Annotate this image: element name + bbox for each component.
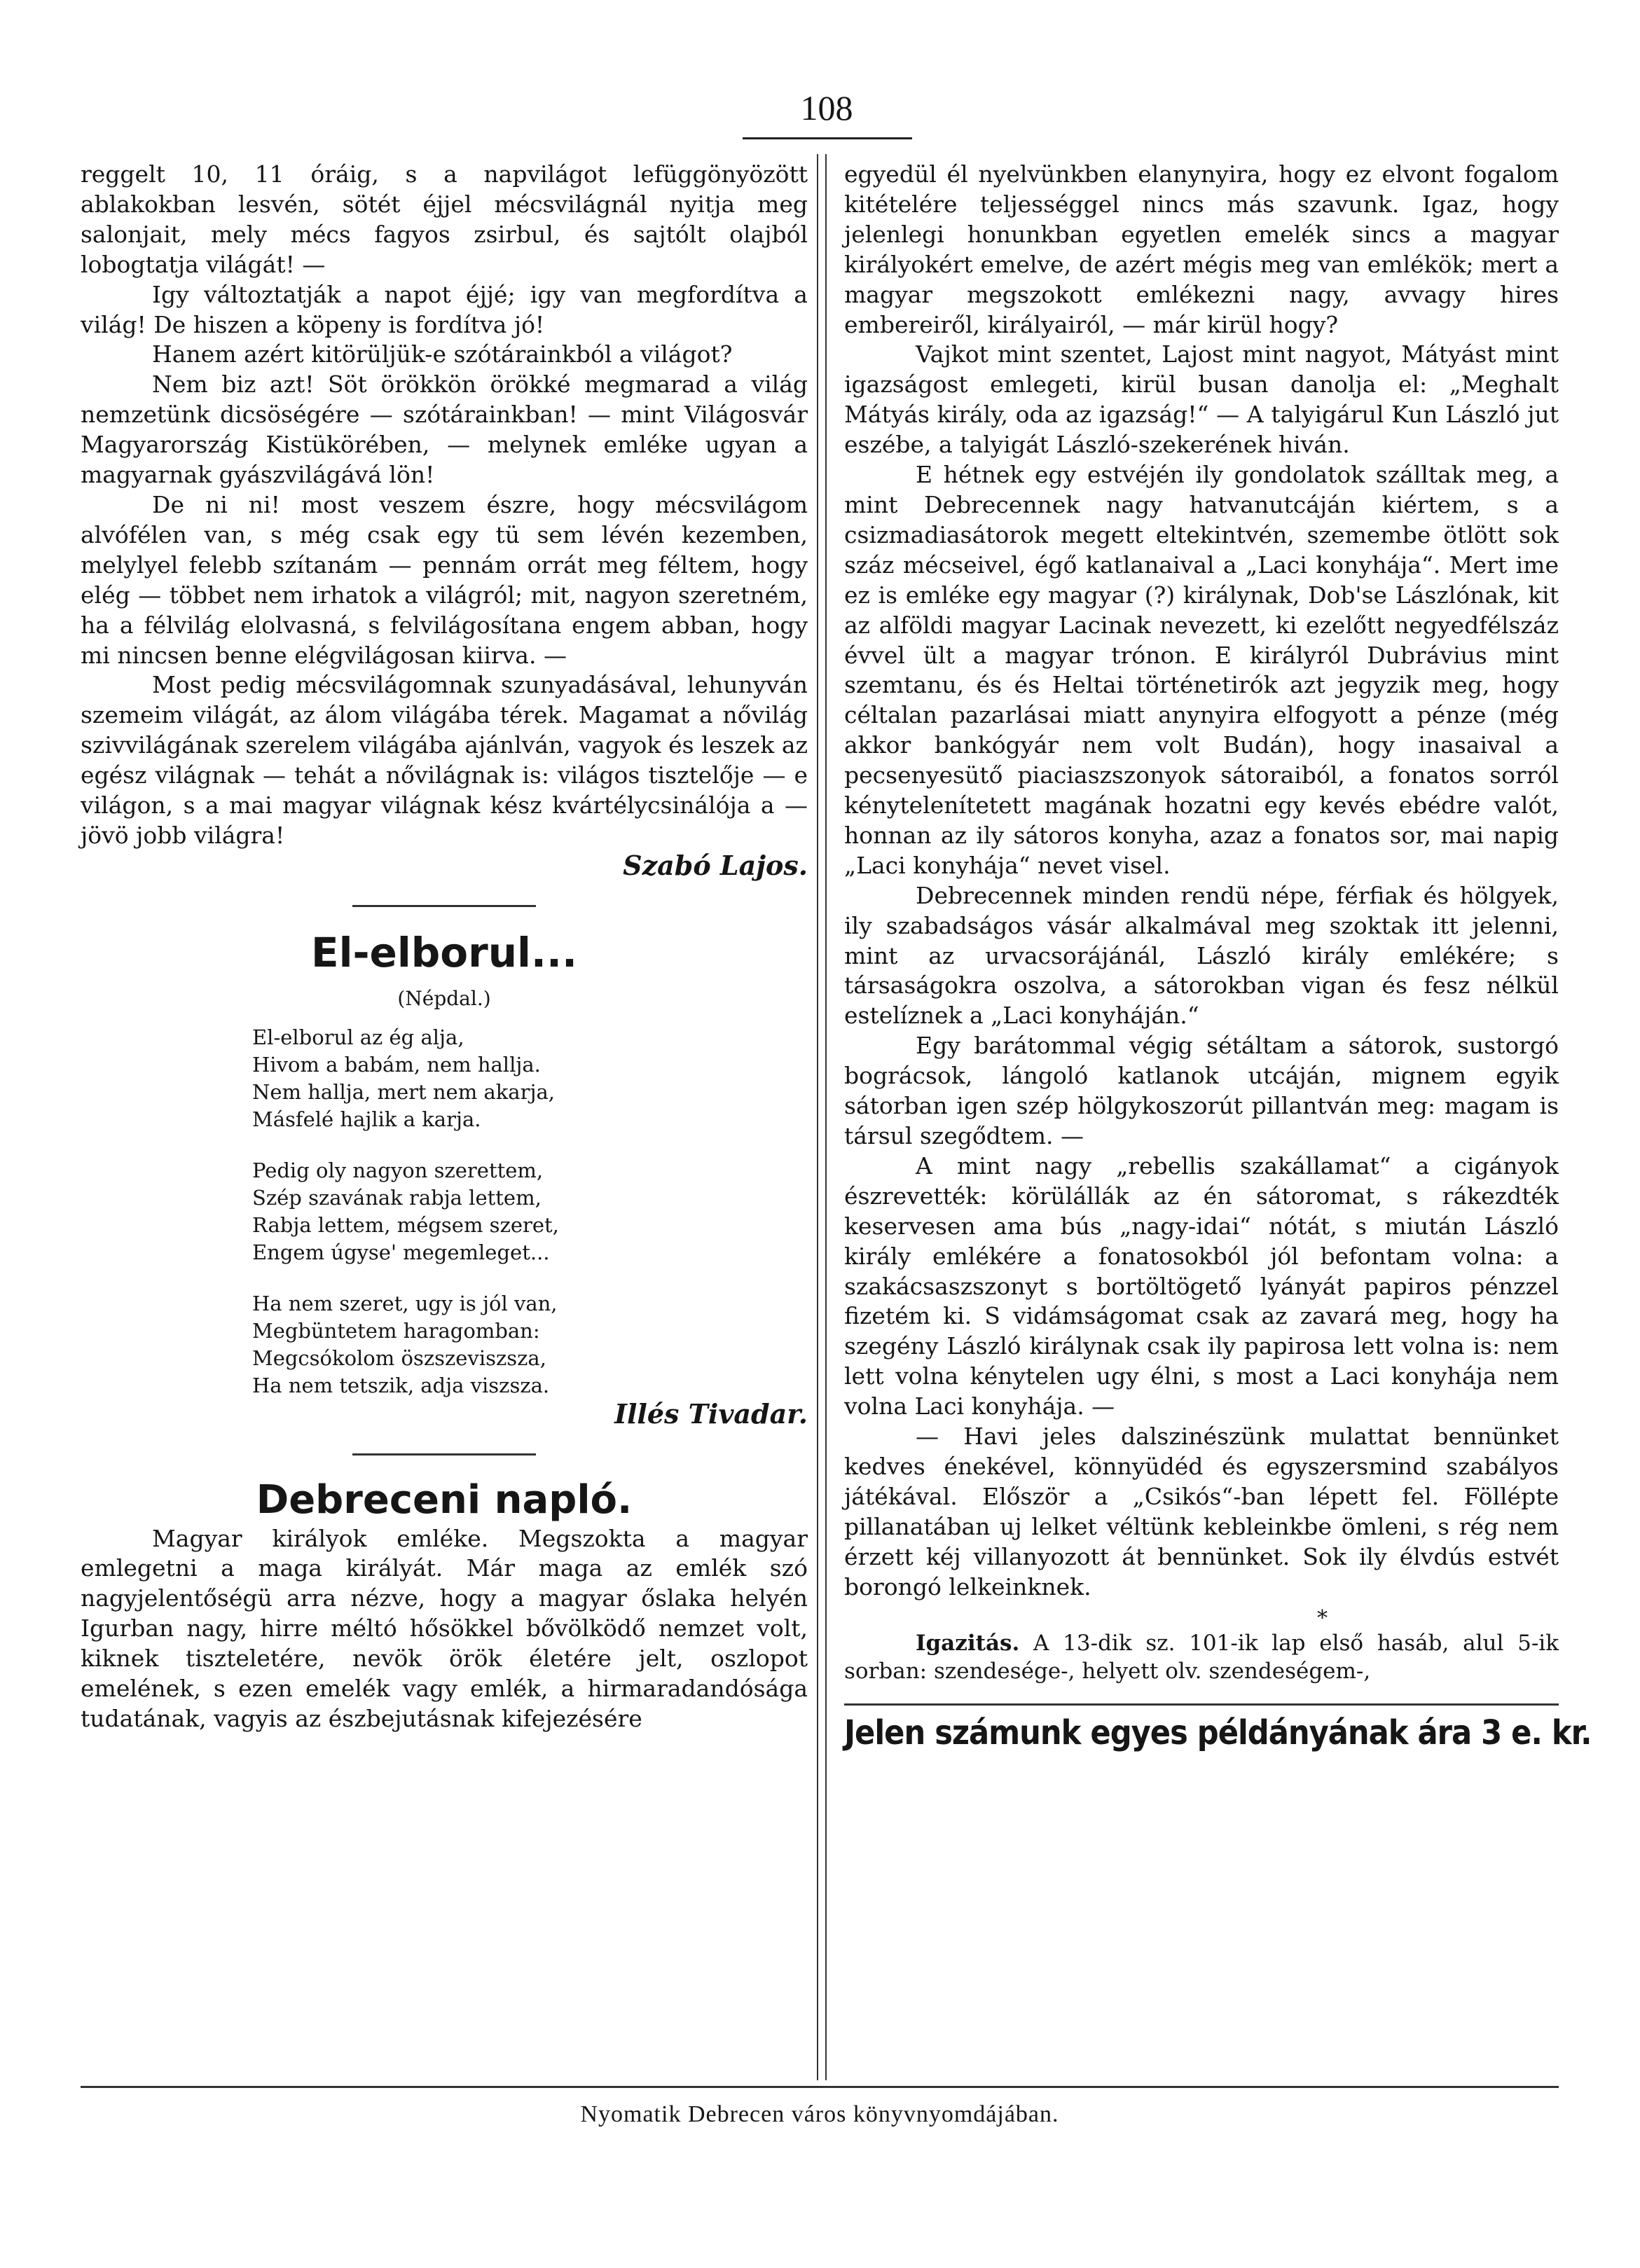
poem-line: Másfelé hajlik a karja.: [252, 1107, 481, 1131]
price-rule: [844, 1703, 1559, 1706]
essay-paragraph: Most pedig mécsvilágomnak szunyadásával, lehunyván szemeim világát, az álom világába térek. Magamat a nővilág szivvilágának szerelem világába ajánlván, vagyok és leszek az egész világnak — tehát a nővilágnak is: világos tisztelője — e világon, s a mai magyar világnak kész kvártélycsinálója a — jövö jobb világra!: [81, 671, 808, 849]
correction-note: [844, 1629, 1559, 1685]
footer-rule: [81, 2086, 1559, 2088]
poem-line: Ha nem tetszik, adja viszsza.: [252, 1373, 550, 1397]
poem-stanza: [252, 1024, 808, 1133]
poem-signature: Illés Tivadar.: [614, 1397, 808, 1430]
diary-paragraph: Debrecennek minden rendü népe, férfiak és hölgyek, ily szabadságos vásár alkalmával meg szoktak itt jelenni, mint az urvacsorájánál, László király emlékére; s társaságokra oszolva, a sátorokban vigan és fesz nélkül estelíznek a „Laci konyháján.“: [844, 881, 1559, 1030]
asterisk-ornament: *: [1317, 1605, 1328, 1631]
poem-line: Hivom a babám, nem hallja.: [252, 1052, 541, 1077]
correction-label: Igazitás.: [916, 1630, 1020, 1656]
diary-paragraph: Vajkot mint szentet, Lajost mint nagyot, Mátyást mint igazságost emlegeti, kirül busan danolja el: „Meghalt Mátyás király, oda az igazság!“ — A talyigárul Kun László jut eszébe, a talyigát László-szekerének hiván.: [844, 340, 1559, 459]
poem-stanza: [252, 1290, 808, 1399]
poem-line: Nem hallja, mert nem akarja,: [252, 1079, 555, 1104]
diary-paragraph: E hétnek egy estvéjén ily gondolatok szálltak meg, a mint Debrecennek nagy hatvanutcáján kiértem, s a csizmadiasátorok megett eltekintvén, szemembe ötlött sok száz mécseivel, égő katlanaival a „Laci konyhája“. Mert ime ez is emléke egy magyar (?) királynak, Dob'se Lászlónak, kit az alföldi magyar Lacinak nevezett, ki ezelőtt negyedfélszáz évvel ült a magyar trónon. E királyról Dubrávius mint szemtanu, és és Heltai történetirók azt jegyzik meg, hogy céltalan pazarlásai miatt anynyira elfogyott a pénze (még akkor bankógyár nem volt Budán), hogy inasaival a pecsenyesütő piaciaszszonyok sátoraiból, a fonatos sorról kénytelenítetett magának hozatni egy kevés ebédre valót, honnan az ily sátoros konyha, azaz a fonatos sor, mai napig „Laci konyhája“ nevet visel.: [844, 461, 1559, 879]
left-column: [81, 160, 808, 1734]
printer-imprint: Nyomatik Debrecen város könyvnyomdájában.: [580, 2101, 1059, 2127]
poem-line: El-elborul az ég alja,: [252, 1025, 464, 1049]
right-column: [844, 160, 1592, 1752]
diary-paragraph: — Havi jeles dalszinészünk mulattat bennünket kedves énekével, könnyüdéd és egyszersmind szabályos játékával. Először a „Csikós“-ban lépett fel. Föllépte pillanatában uj lelket véltünk kebleinkbe ömleni, s rég nem érzett kéj villanyozott át bennünket. Sok ily élvdús estvét borongó lelkeinknek.: [844, 1423, 1559, 1600]
poem-line: Pedig oly nagyon szerettem,: [252, 1158, 544, 1182]
section-divider: [352, 1453, 536, 1455]
poem-title: El-elborul...: [310, 928, 578, 976]
poem-line: Megbüntetem haragomban:: [252, 1318, 540, 1343]
diary-title: Debreceni napló.: [256, 1477, 633, 1523]
page-number: 108: [800, 88, 853, 127]
essay-paragraph: reggelt 10, 11 óráig, s a napvilágot lefüggönyözött ablakokban lesvén, sötét éjjel mécsvilágnál nyitja meg salonjait, mely mécs fagyos zsirbul, és sajtólt olajból lobogtatja világát! —: [81, 160, 808, 278]
poem-line: Rabja lettem, mégsem szeret,: [252, 1212, 559, 1237]
essay-paragraph: De ni ni! most veszem észre, hogy mécsvilágom alvófélen van, s még csak egy tü sem lévén kezemben, melylyel felebb szítanám — pennám orrát meg féltem, hogy elég — többet nem irhatok a világról; mit, nagyon szeretném, ha a félvilág elolvasná, s felvilágosítana engem abban, hogy mi nincsen benne elégvilágosan kiirva. —: [81, 490, 808, 669]
price-notice: Jelen számunk egyes példányának ára 3 e. kr.: [844, 1713, 1592, 1752]
diary-paragraph: Magyar királyok emléke. Megszokta a magyar emlegetni a maga királyát. Már maga az emlék szó nagyjelentőségü arra nézve, hogy a magyar őslaka helyén Igurban nagy, hirre méltó hősökkel bővölködő nemzet volt, kiknek tiszteletére, nevök örök életére jelt, oszlopot emelének, s ezen emelék vagy emlék, a hirmaradandósága tudatának, vagyis az észbejutásnak kifejezésére: [81, 1524, 808, 1732]
essay-paragraph: Nem biz azt! Söt örökkön örökké megmarad a világ nemzetünk dicsöségére — szótárainkban! — mint Világosvár Magyarország Kistükörében, — melynek emléke ugyan a magyarnak gyászvilágává lön!: [81, 371, 808, 489]
essay-signature: Szabó Lajos.: [623, 849, 808, 881]
poem-line: Ha nem szeret, ugy is jól van,: [252, 1291, 558, 1315]
poem-line: Szép szavának rabja lettem,: [252, 1185, 542, 1210]
poem-stanza: [252, 1157, 808, 1266]
column-divider: [817, 154, 827, 2080]
diary-paragraph: egyedül él nyelvünkben elanynyira, hogy ez elvont fogalom kitételére teljességgel nincs más szavunk. Igaz, hogy jelenlegi honunkban egyetlen emelék sincs a magyar királyokért emelve, de azért mégis meg van emlékök; mert a magyar megszokott emlékezni nagy, avvagy hires embereiről, királyairól, — már kirül hogy?: [844, 160, 1559, 338]
diary-paragraph: A mint nagy „rebellis szakállamat“ a cigányok észrevették: körülállák az én sátoromat, s rákezdték keservesen ama bús „nagy-idai“ nótát, s miután László király emlékére a fonatosokból jól befontam volna: a szakácsaszszonyt s bortöltögető lyányát papiros pénzzel fizetém ki. S vidámságomat csak az zavará meg, hogy ha szegény László királynak csak ily papirosa lett volna is: nem lett volna kénytelen ugy élni, s most a Laci konyhája nem volna Laci konyhája. —: [844, 1152, 1559, 1420]
poem-line: Engem úgyse' megemleget...: [252, 1240, 550, 1264]
poem-line: Megcsókolom öszszeviszsza,: [252, 1346, 546, 1370]
correction-text: A 13-dik sz. 101-ik lap első hasáb, alul 5-ik sorban: szendesége-, helyett olv. szendeségem-,: [844, 1630, 1559, 1684]
diary-paragraph: Egy barátommal végig sétáltam a sátorok, sustorgó bográcsok, lángoló katlanok utcáján, mignem egyik sátorban igen szép hölgykoszorút pillantván meg: magam is társul szegődtem. —: [844, 1032, 1559, 1149]
section-divider: [352, 905, 536, 907]
header-rule: [743, 137, 912, 139]
essay-paragraph: Igy változtatják a napot éjjé; igy van megfordítva a világ! De hiszen a köpeny is fordítva jó!: [81, 280, 808, 338]
poem-subtitle: (Népdal.): [397, 986, 491, 1010]
essay-paragraph: Hanem azért kitörüljük-e szótárainkból a világot?: [152, 340, 733, 368]
